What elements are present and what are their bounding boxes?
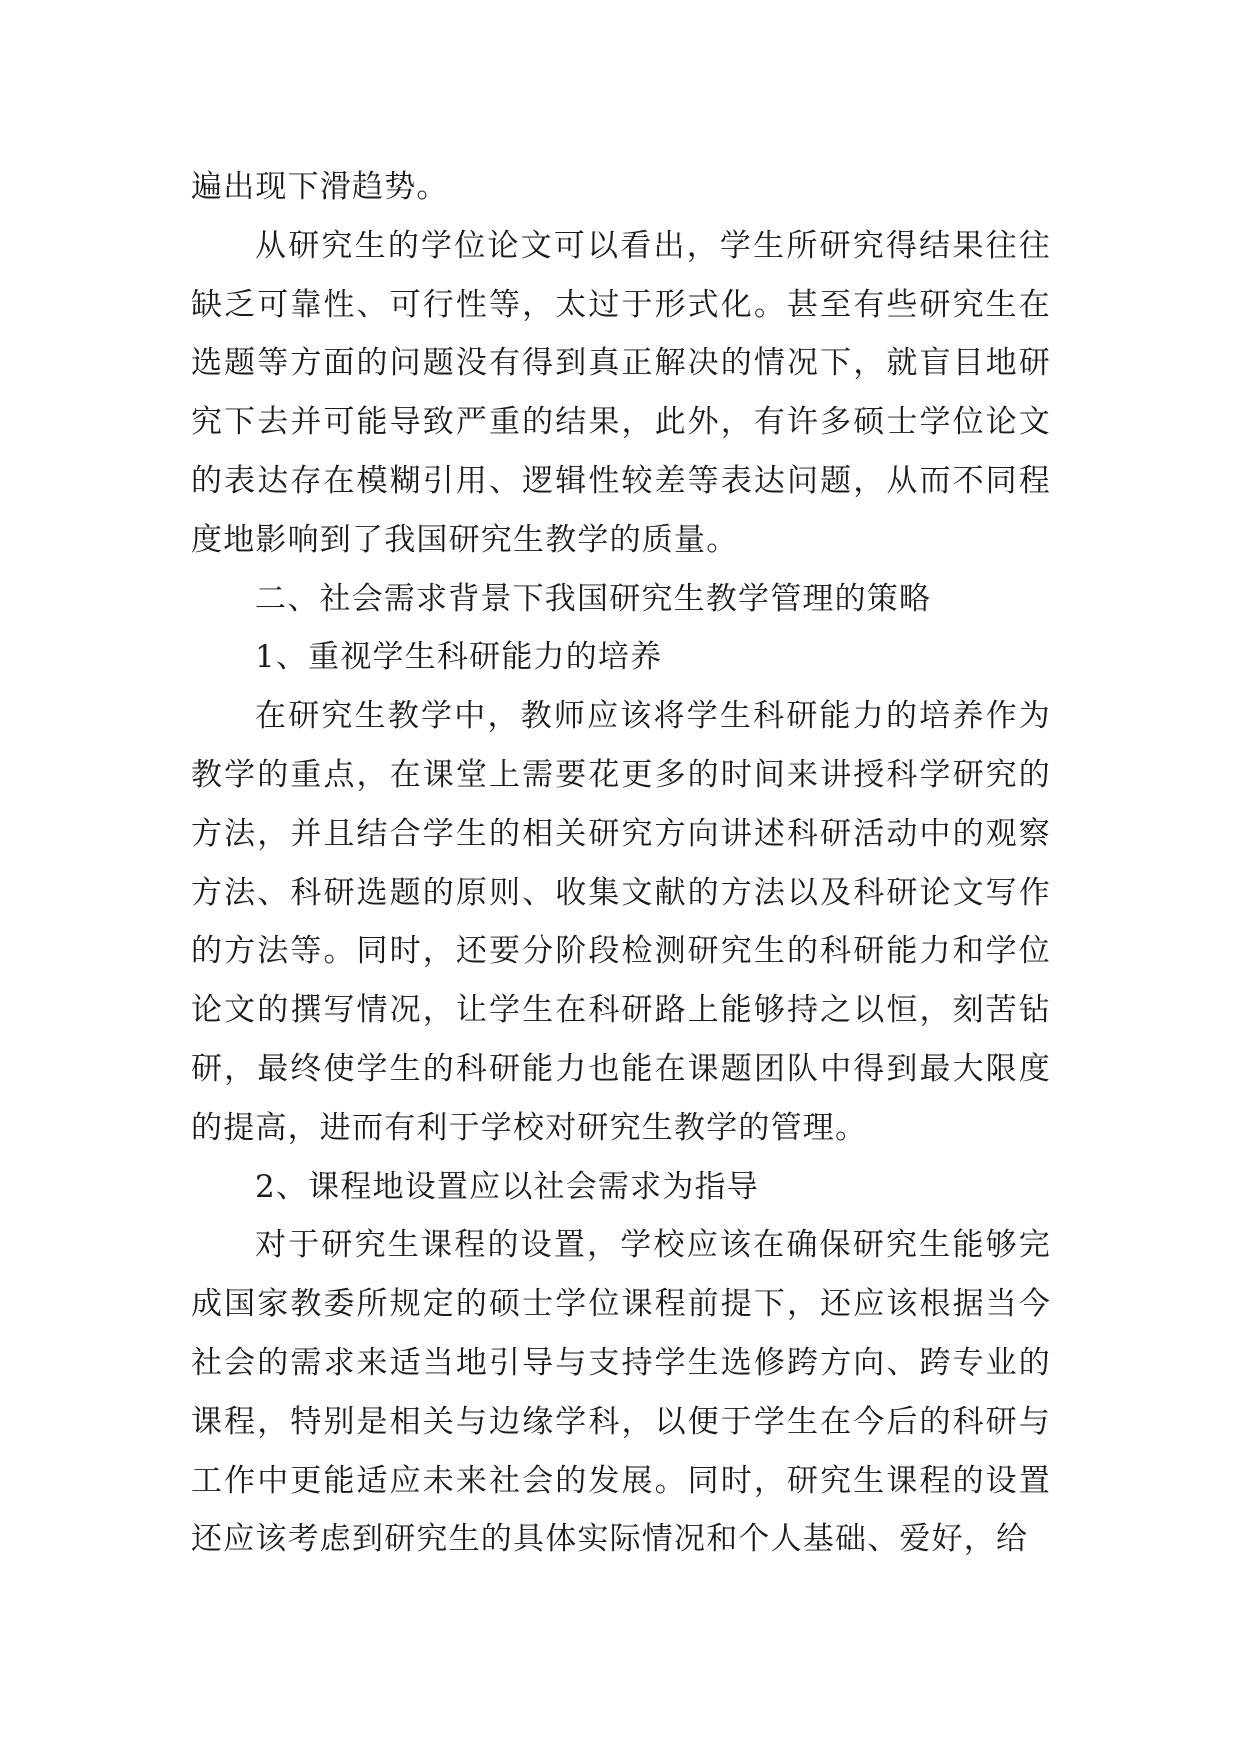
subsection-heading-research-ability: 1、重视学生科研能力的培养 (255, 639, 663, 676)
subsection-heading-curriculum: 2、课程地设置应以社会需求为指导 (255, 1168, 759, 1205)
section-heading-strategy: 二、社会需求背景下我国研究生教学管理的策略 (255, 580, 932, 617)
paragraph-curriculum: 对于研究生课程的设置，学校应该在确保研究生能够完成国家教委所规定的硕士学位课程前提下，还应该根据当今社会的需求来适当地引导与支持学生选修跨方向、跨专业的课程，特别是相关与边缘学科，以便于学生在今后的科研与工作中更能适应未来社会的发展。同时，研究生课程的设置还应该考虑到研究生的具体实际情况和个人基础、爱好，给 (191, 1227, 1051, 1558)
paragraph-continuation: 遍出现下滑趋势。 (191, 169, 449, 205)
paragraph-research-ability: 在研究生教学中，教师应该将学生科研能力的培养作为教学的重点，在课堂上需要花更多的时间来讲授科学研究的方法，并且结合学生的相关研究方向讲述科研活动中的观察方法、科研选题的原则、收集文献的方法以及科研论文写作的方法等。同时，还要分阶段检测研究生的科研能力和学位论文的撰写情况，让学生在科研路上能够持之以恒，刻苦钻研，最终使学生的科研能力也能在课题团队中得到最大限度的提高，进而有利于学校对研究生教学的管理。 (191, 698, 1051, 1146)
document-body (191, 158, 1051, 1569)
paragraph-thesis-quality: 从研究生的学位论文可以看出，学生所研究得结果往往缺乏可靠性、可行性等，太过于形式化。甚至有些研究生在选题等方面的问题没有得到真正解决的情况下，就盲目地研究下去并可能导致严重的结果，此外，有许多硕士学位论文的表达存在模糊引用、逻辑性较差等表达问题，从而不同程度地影响到了我国研究生教学的质量。 (191, 227, 1051, 558)
